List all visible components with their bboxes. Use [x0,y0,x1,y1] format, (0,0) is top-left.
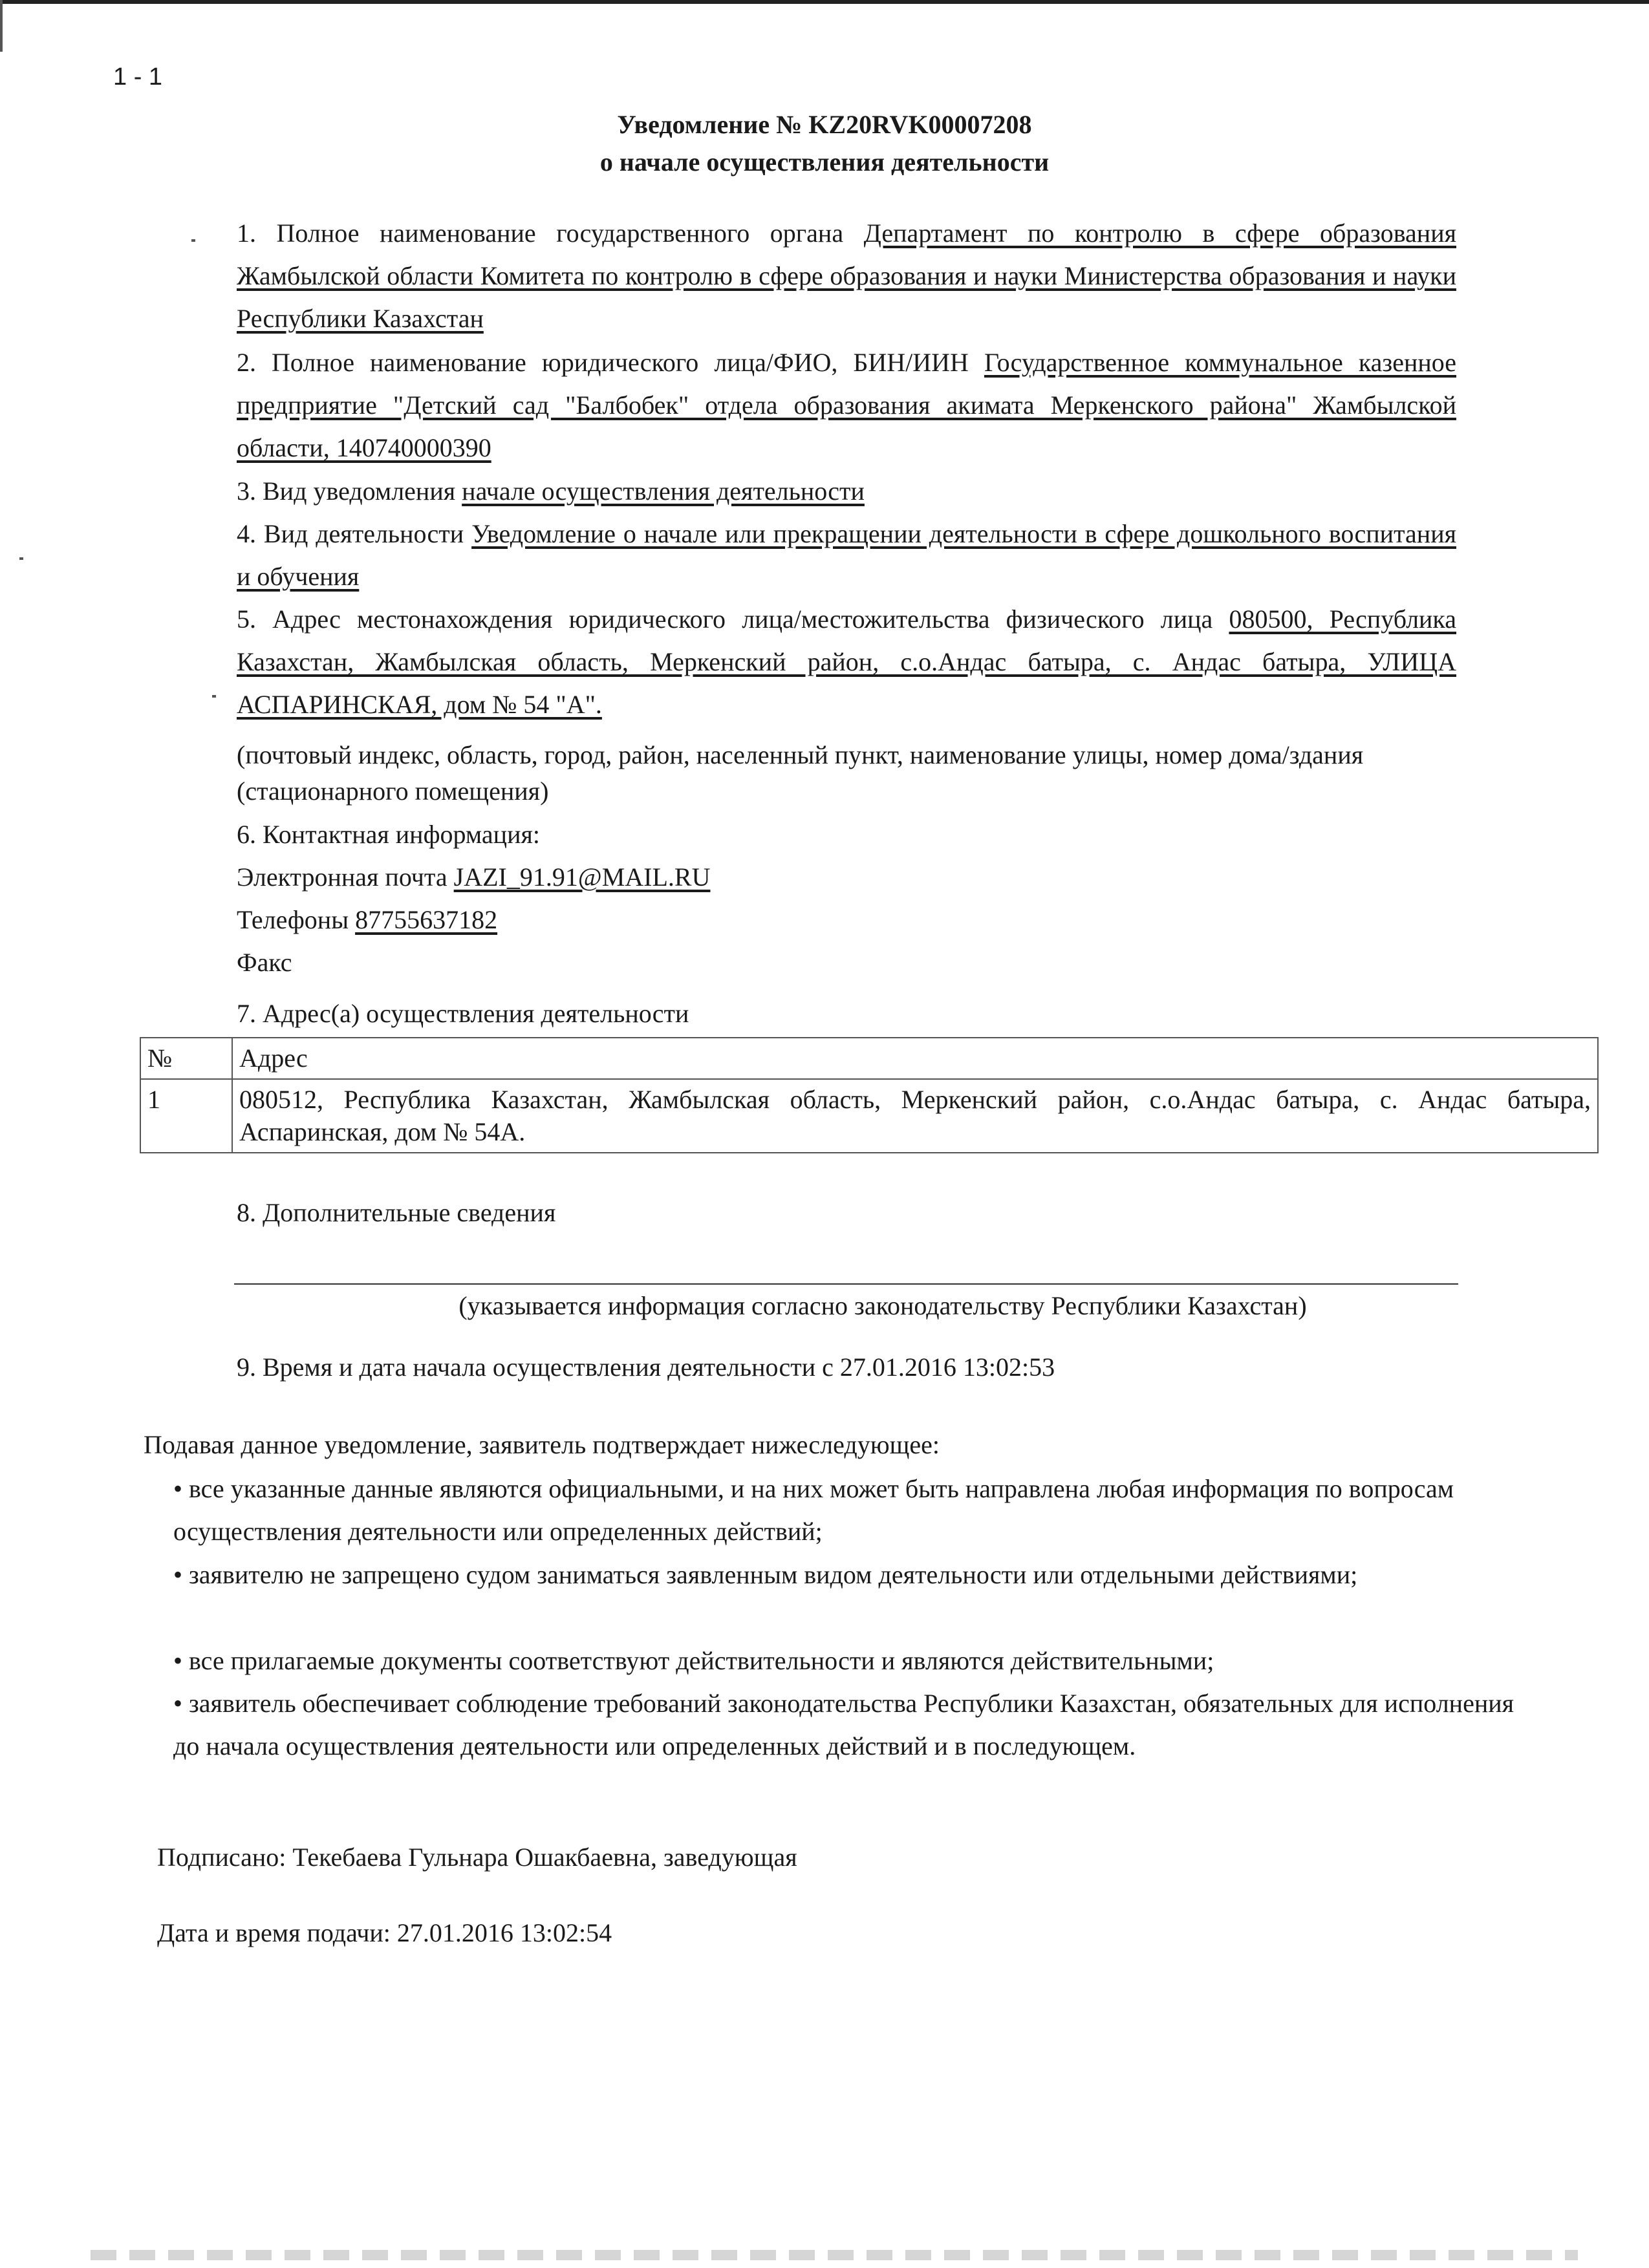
table-header-address: Адрес [232,1038,1598,1079]
item-8-label: 8. Дополнительные сведения [237,1198,556,1227]
item-2-value: Государственное коммунальное казенное предприятие "Детский сад "Балбобек" отдела образования акимата Меркенского района" Жамбылской области, 140740000390 [237,348,1457,462]
scan-speck [191,239,195,242]
table-header-number: № [140,1038,232,1079]
submission-datetime: Дата и время подачи: 27.01.2016 13:02:54 [157,1918,612,1947]
confirmation-intro: Подавая данное уведомление, заявитель подтверждает нижеследующее: [144,1430,940,1459]
signed-by: Подписано: Текебаева Гульнара Ошакбаевна, заведующая [157,1843,797,1872]
item-1-label: 1. Полное наименование государственного органа [237,219,844,248]
phone-label: Телефоны [237,905,349,934]
scan-speck [19,557,23,560]
item-3-label: 3. Вид уведомления [237,476,456,506]
item-2-label: 2. Полное наименование юридического лица/ФИО, БИН/ИИН [237,348,969,377]
confirmation-bullet-3: • все прилагаемые документы соответствуют действительности и являются действительными; [173,1646,1214,1675]
page-number: 1 - 1 [113,63,163,91]
item-4-label: 4. Вид деятельности [237,519,464,548]
item-5-hint: (почтовый индекс, область, город, район, населенный пункт, наименование улицы, номер дома/здания (стационарного помещения) [237,740,1364,806]
item-3-value: начале осуществления деятельности [462,476,865,506]
item-3 [237,470,1456,513]
item-4 [237,513,1456,598]
item-5-label: 5. Адрес местонахождения юридического лица/местожительства физического лица [237,604,1213,634]
item-4-value: Уведомление о начале или прекращении деятельности в сфере дошкольного воспитания и обучения [237,519,1457,591]
scan-edge-left [0,0,3,52]
item-6-label: 6. Контактная информация: [237,820,541,849]
item-1-value: Департамент по контролю в сфере образования Жамбылской области Комитета по контролю в сфере образования и науки Министерства образования и науки Республики Казахстан [237,219,1457,333]
confirmation-bullet-2: • заявителю не запрещено судом заниматься заявленным видом деятельности или отдельными действиями; [173,1560,1358,1589]
address-table [140,1037,1599,1153]
confirmation-bullet-1: • все указанные данные являются официальными, и на них может быть направлена любая информация по вопросам осуществления деятельности или определенных действий; [173,1474,1454,1546]
table-row [140,1079,1598,1153]
item-9-label: 9. Время и дата начала осуществления деятельности с 27.01.2016 13:02:53 [237,1353,1055,1382]
fax-label: Факс [237,948,292,977]
table-cell-address: 080512, Республика Казахстан, Жамбылская область, Меркенский район, с.о.Андас батыра, с. Андас батыра, Аспаринская, дом № 54А. [232,1079,1598,1153]
document-subtitle: о начале осуществления деятельности [599,147,1050,177]
confirmation-bullet-4: • заявитель обеспечивает соблюдение требований законодательства Республики Казахстан, обязательных для исполнения до начала осуществления деятельности или определенных действий и в последующем. [173,1689,1514,1760]
scan-speck [212,695,216,698]
item-5 [237,598,1456,726]
item-5-value: 080500, Республика Казахстан, Жамбылская область, Меркенский район, с.о.Андас батыра, с. Андас батыра, УЛИЦА АСПАРИНСКАЯ, дом № 54 "А". [237,604,1457,719]
document-title: Уведомление № KZ20RVK00007208 [617,110,1032,139]
item-1 [237,212,1456,340]
scan-edge [0,0,1649,4]
table-header-row [140,1038,1598,1079]
table-cell-number: 1 [140,1079,232,1153]
email-row [237,856,710,899]
item-2 [237,341,1456,469]
phone-row [237,899,497,941]
phone-value: 87755637182 [355,905,498,934]
item-8-hint: (указывается информация согласно законодательству Республики Казахстан) [458,1291,1307,1320]
email-value: JAZI_91.91@MAIL.RU [453,862,711,892]
footer-strip [91,2250,1578,2260]
email-label: Электронная почта [237,862,447,892]
item-7-label: 7. Адрес(а) осуществления деятельности [237,999,689,1028]
